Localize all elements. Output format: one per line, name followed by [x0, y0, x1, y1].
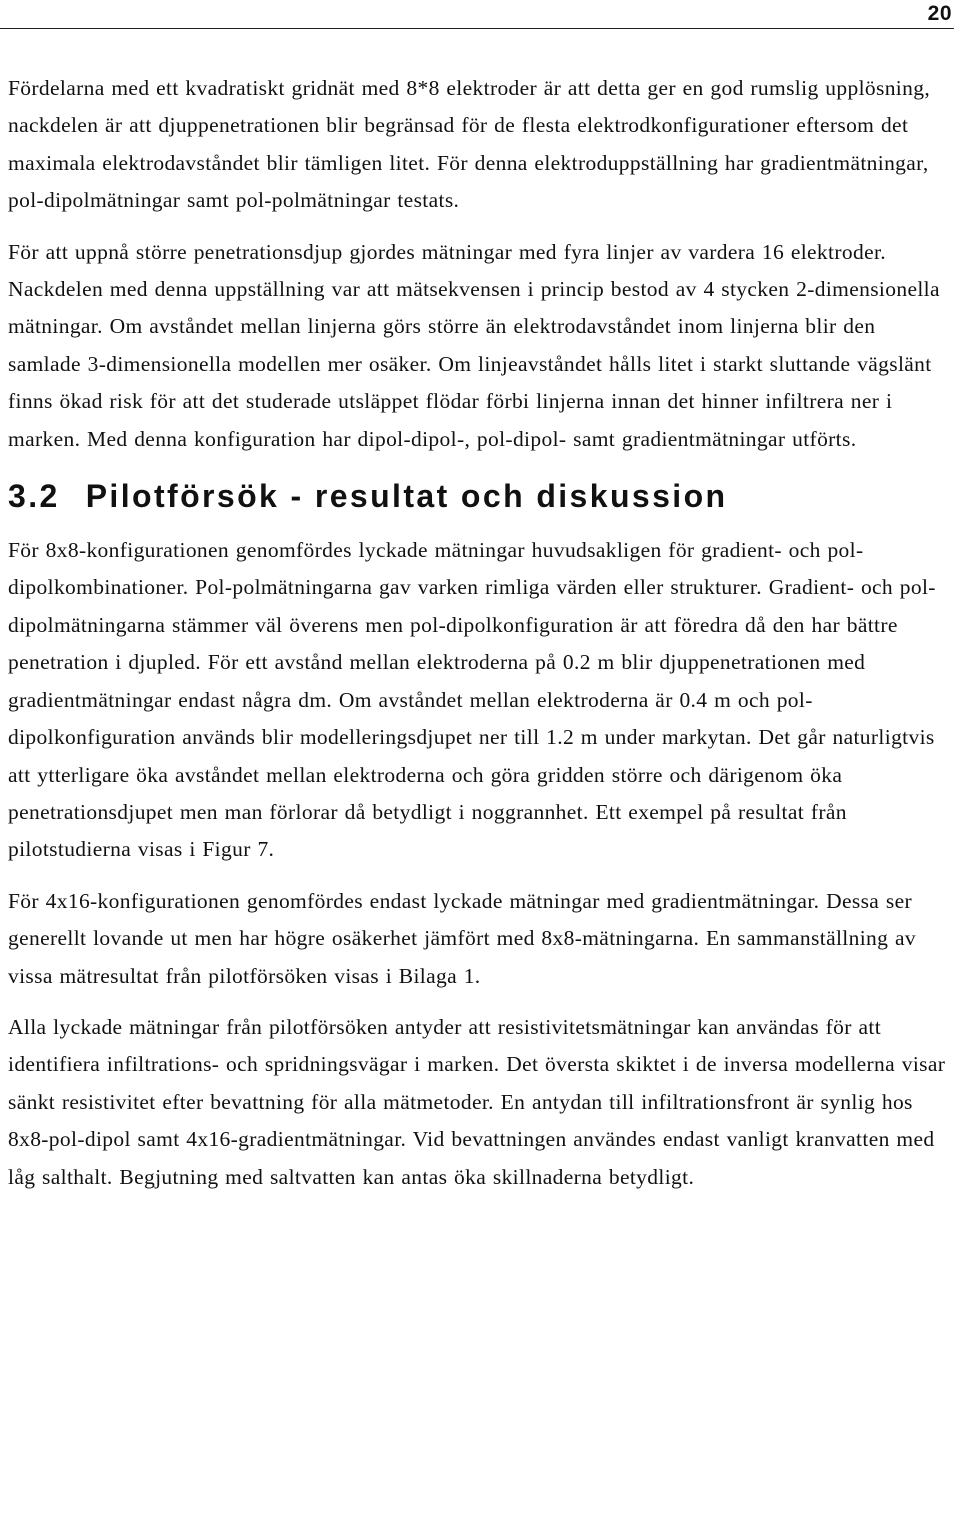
page-number: 20 — [927, 2, 952, 25]
section-number: 3.2 — [8, 478, 60, 515]
header-rule — [0, 28, 954, 29]
section-title: Pilotförsök - resultat och diskussion — [85, 478, 728, 515]
paragraph-four-lines: För att uppnå större penetrationsdjup gjordes mätningar med fyra linjer av vardera 16 elektroder. Nackdelen med denna uppställning var att mätsekvensen i princip bestod av 4 stycken 2-dimensionella mätningar. Om avståndet mellan linjerna görs större än elektrodavståndet inom linjerna blir den samlade 3-dimensionella modellen mer osäker. Om linjeavståndet hålls litet i starkt sluttande vägslänt finns ökad risk för att det studerade utsläppet flödar förbi linjerna innan det hinner infiltrera ner i marken. Med denna konfiguration har dipol-dipol-, pol-dipol- samt gradientmätningar utförts. — [8, 239, 940, 451]
paragraph-grid-advantages: Fördelarna med ett kvadratiskt gridnät med 8*8 elektroder är att detta ger en god rumslig upplösning, nackdelen är att djuppenetrationen blir begränsad för de flesta elektrodkonfigurationer eftersom det maximala elektrodavståndet blir tämligen litet. För denna elektroduppställning har gradientmätningar, pol-dipolmätningar samt pol-polmätningar testats. — [8, 76, 931, 213]
page-body — [8, 70, 948, 1196]
paragraph-4x16-results: För 4x16-konfigurationen genomfördes endast lyckade mätningar med gradientmätningar. Dessa ser generellt lovande ut men har högre osäkerhet jämfört med 8x8-mätningarna. En sammanställning av vissa mätresultat från pilotförsöken visas i Bilaga 1. — [8, 888, 916, 988]
page-header — [0, 0, 960, 30]
section-heading — [8, 476, 948, 516]
paragraph-8x8-results: För 8x8-konfigurationen genomfördes lyckade mätningar huvudsakligen för gradient- och pol-dipolkombinationer. Pol-polmätningarna gav varken rimliga värden eller strukturer. Gradient- och pol-dipolmätningarna stämmer väl överens men pol-dipolkonfiguration är att föredra då den har bättre penetration i djupled. För ett avstånd mellan elektroderna på 0.2 m blir djuppenetrationen med gradientmätningar endast några dm. Om avståndet mellan elektroderna är 0.4 m och pol-dipolkonfiguration används blir modelleringsdjupet ner till 1.2 m under markytan. Det går naturligtvis att ytterligare öka avståndet mellan elektroderna och göra gridden större och därigenom öka penetrationsdjupet men man förlorar då betydligt i noggrannhet. Ett exempel på resultat från pilotstudierna visas i Figur 7. — [8, 538, 936, 862]
paragraph-conclusions: Alla lyckade mätningar från pilotförsöken antyder att resistivitetsmätningar kan användas för att identifiera infiltrations- och spridningsvägar i marken. Det översta skiktet i de inversa modellerna visar sänkt resistivitet efter bevattning för alla mätmetoder. En antydan till infiltrationsfront är synlig hos 8x8-pol-dipol samt 4x16-gradientmätningar. Vid bevattningen användes endast vanligt kranvatten med låg salthalt. Begjutning med saltvatten kan antas öka skillnaderna betydligt. — [8, 1014, 946, 1189]
